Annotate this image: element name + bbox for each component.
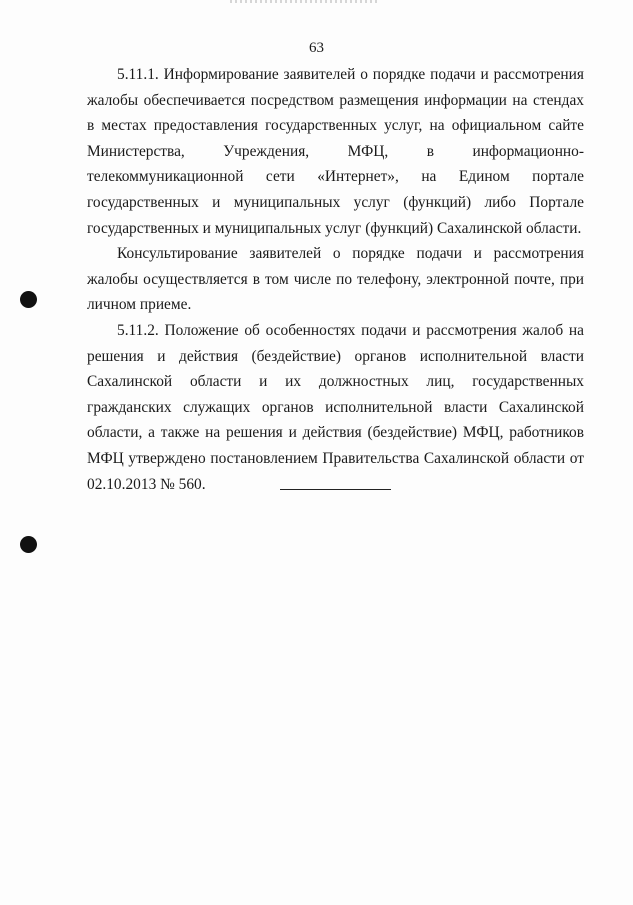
paragraph-consultation: Консультирование заявителей о порядке подачи и рассмотрения жалобы осуществляется в том числе по телефону, электронной почте, при личном приеме. <box>87 245 584 314</box>
end-divider-line <box>280 489 391 490</box>
punch-hole-icon <box>20 291 37 308</box>
page-number: 63 <box>309 40 324 56</box>
punch-hole-icon <box>20 536 37 553</box>
paragraph-5-11-2: 5.11.2. Положение об особенностях подачи и рассмотрения жалоб на решения и действия (бездействие) органов исполнительной власти Сахалинской области и их должностных лиц, государственных гражданских служащих органов исполнительной власти Сахалинской области, а также на решения и действия (бездействие) МФЦ, работников МФЦ утверждено постановлением Правительства Сахалинской области от 02.10.2013 № 560. <box>87 321 584 493</box>
document-body <box>87 62 584 497</box>
scan-artifact <box>230 0 380 3</box>
paragraph-5-11-1: 5.11.1. Информирование заявителей о порядке подачи и рассмотрения жалобы обеспечивается посредством размещения информации на стендах в местах предоставления государственных услуг, на официальном сайте Министерства, Учреждения, МФЦ, в информационно-телекоммуникационной сети «Интернет», на Едином портале государственных и муниципальных услуг (функций) либо Портале государственных и муниципальных услуг (функций) Сахалинской области. <box>87 66 584 237</box>
